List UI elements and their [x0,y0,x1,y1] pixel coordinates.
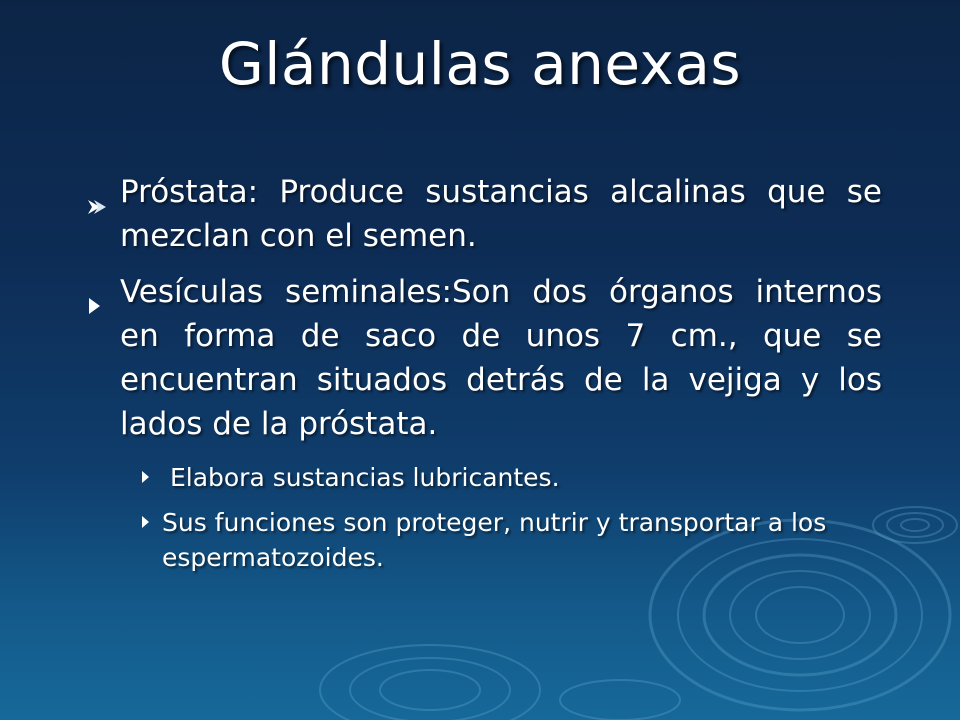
bullet-list [82,170,882,575]
subbullet-text: Elabora sustancias lubricantes. [162,463,560,492]
subbullet-funciones [82,505,882,575]
bullet-vesiculas [82,270,882,446]
small-triangle-bullet-icon [140,460,150,495]
bullet-text: Próstata: Produce sustancias alcalinas que se mezclan con el semen. [120,174,882,254]
bullet-text: Vesículas seminales:Son dos órganos internos en forma de saco de unos 7 cm., que se encuentran situados detrás de la vejiga y los lados de la próstata. [120,274,882,442]
arrow-bullet-icon [86,184,108,228]
bullet-prostata [82,170,882,258]
small-triangle-bullet-icon [140,505,150,540]
subbullet-text: Sus funciones son proteger, nutrir y transportar a los espermatozoides. [162,508,827,572]
triangle-bullet-icon [86,284,102,328]
slide-title: Glándulas anexas [218,30,742,98]
subbullet-lubricantes [82,460,882,495]
